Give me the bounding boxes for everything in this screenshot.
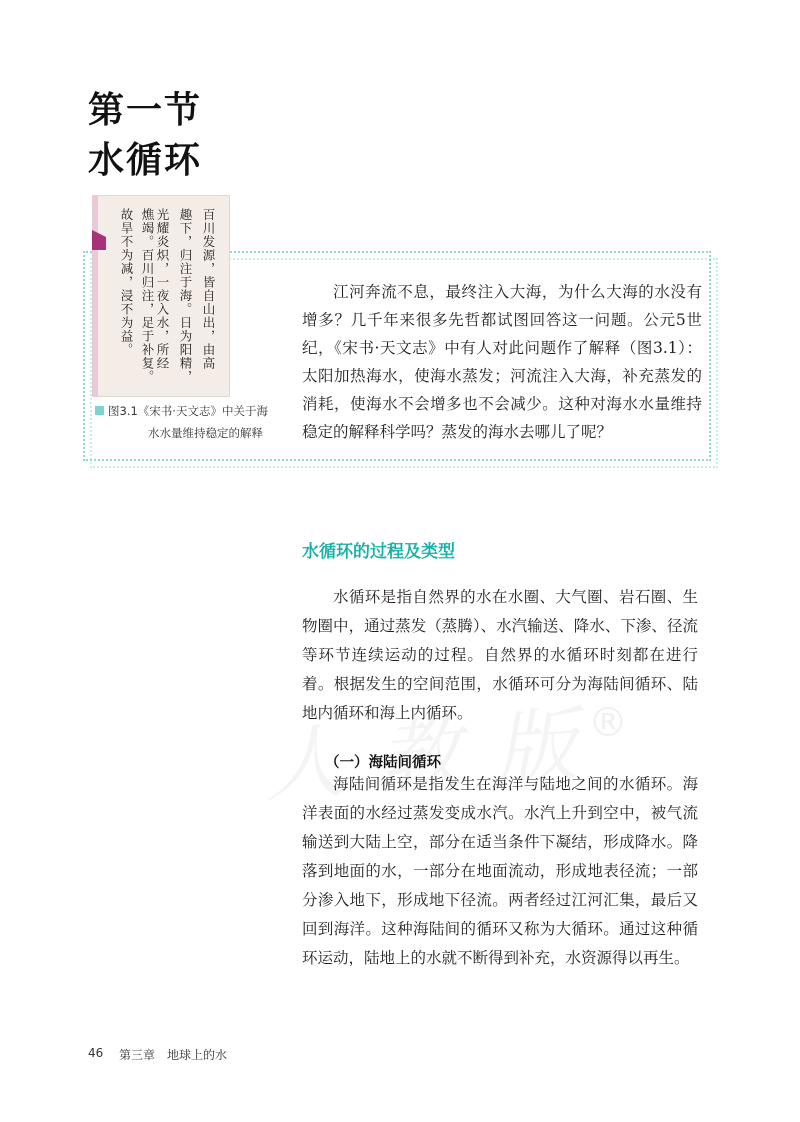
caption-marker-icon — [95, 406, 104, 415]
figure-column-2: 趣下，归注于海。日为阳精， — [178, 208, 193, 384]
body-paragraph-2: 海陆间循环是指发生在海洋与陆地之间的水循环。海洋表面的水经过蒸发变成水汽。水汽上升到空中，被气流输送到大陆上空，部分在适当条件下凝结，形成降水。降落到地面的水，一部分在地面流动，形成地表径流；一部分渗入地下，形成地下径流。两者经过江河汇集，最后又回到海洋。这种海陆间的循环又称为大循环。通过这种循环运动，陆地上的水就不断得到补充，水资源得以再生。 — [302, 775, 698, 967]
figure-caption-line1: 图3.1《宋书·天文志》中关于海 — [108, 404, 268, 418]
footer-chapter: 第三章 地球上的水 — [119, 1048, 228, 1062]
figure-column-3: 光耀炎炽，一夜入水，所经 — [155, 208, 170, 370]
body-paragraph-1: 水循环是指自然界的水在水圈、大气圈、岩石圈、生物圈中，通过蒸发（蒸腾）、水汽输送、降水、下渗、径流等环节连续运动的过程。自然界的水循环时刻都在进行着。根据发生的空间范围，水循环可分为海陆间循环、陆地内循环和海上内循环。 — [302, 588, 698, 722]
section-heading: 水循环的过程及类型 — [302, 542, 455, 562]
watermark-registered-mark: ® — [588, 700, 628, 746]
figure-column-5: 故旱不为减，浸不为益。 — [119, 208, 134, 357]
figure-column-1: 百川发源，皆自山出，由高 — [201, 208, 216, 370]
section-number: 第一节 — [88, 90, 203, 131]
figure-edge-strip — [92, 195, 98, 397]
intro-paragraph: 江河奔流不息，最终注入大海，为什么大海的水没有增多？几千年来很多先哲都试图回答这一问题。公元5世纪，《宋书·天文志》中有人对此问题作了解释（图3.1）：太阳加热海水，使海水蒸发；河流注入大海，补充蒸发的消耗，使海水不会增多也不会减少。这种对海水水量维持稳定的解释科学吗？蒸发的海水去哪儿了呢？ — [302, 283, 702, 441]
figure-column-4: 燋竭。百川归注，足于补复。 — [140, 208, 155, 384]
subheading: （一）海陆间循环 — [325, 755, 441, 771]
page-number: 46 — [88, 1046, 104, 1060]
section-title: 水循环 — [88, 140, 203, 181]
figure-caption-line2: 水水量维持稳定的解释 — [148, 426, 263, 440]
